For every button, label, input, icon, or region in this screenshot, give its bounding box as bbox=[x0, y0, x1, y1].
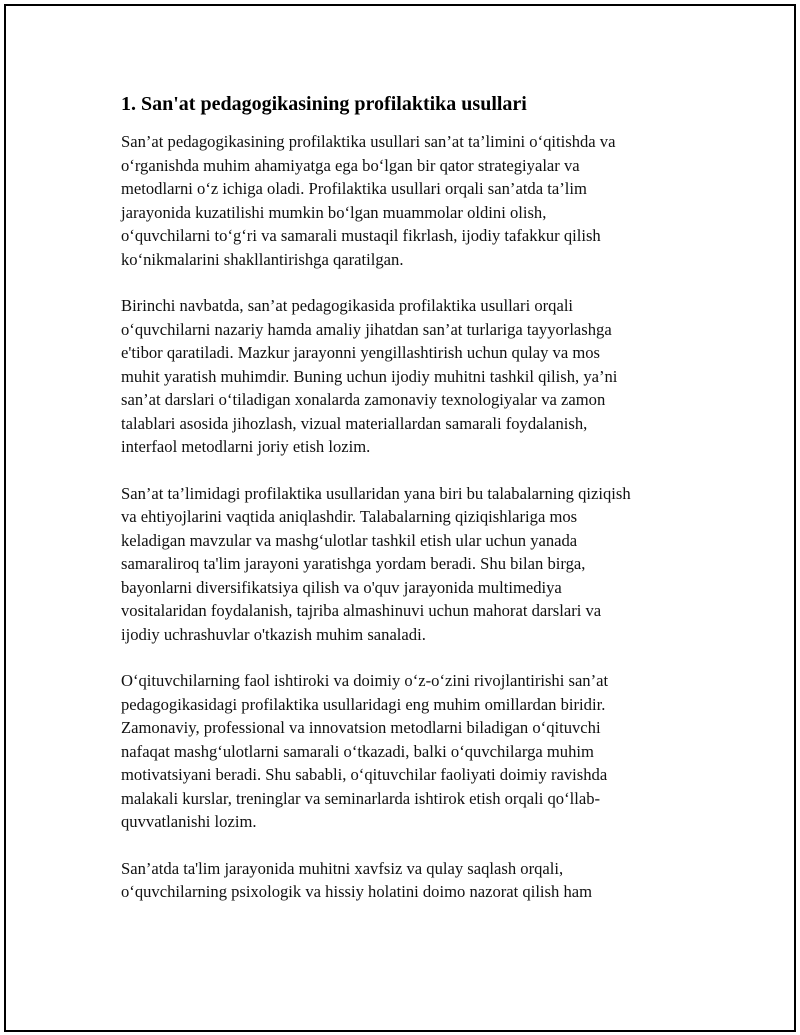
paragraphs-container bbox=[119, 130, 699, 904]
paragraph-line: metodlarni o‘z ichiga oladi. Profilaktika usullari orqali san’atda ta’lim bbox=[121, 179, 587, 198]
paragraph-line: Zamonaviy, professional va innovatsion metodlarni biladigan o‘qituvchi bbox=[121, 718, 601, 737]
paragraph-line: O‘qituvchilarning faol ishtiroki va doimiy o‘z-o‘zini rivojlantirishi san’at bbox=[121, 671, 609, 690]
paragraph-line: nafaqat mashg‘ulotlarni samarali o‘tkazadi, balki o‘quvchilarga muhim bbox=[121, 741, 594, 761]
paragraph-line: o‘quvchilarning psixologik va hissiy holatini doimo nazorat qilish ham bbox=[121, 882, 593, 901]
paragraph-line: quvvatlanishi lozim. bbox=[121, 812, 257, 831]
paragraph-line: San’at ta’limidagi profilaktika usullaridan yana biri bu talabalarning qiziqish bbox=[121, 483, 631, 503]
paragraph-line: motivatsiyani beradi. Shu sababli, o‘qituvchilar faoliyati doimiy ravishda bbox=[121, 765, 608, 784]
paragraph-3 bbox=[119, 482, 699, 647]
paragraph-1 bbox=[119, 130, 699, 271]
paragraph-line: malakali kurslar, treninglar va seminarlarda ishtirok etish orqali qo‘llab- bbox=[121, 788, 601, 808]
paragraph-line: interfaol metodlarni joriy etish lozim. bbox=[121, 437, 371, 456]
paragraph-line: ijodiy uchrashuvlar o'tkazish muhim sanaladi. bbox=[121, 624, 426, 644]
paragraph-line: Birinchi navbatda, san’at pedagogikasida profilaktika usullari orqali bbox=[121, 296, 574, 315]
paragraph-line: san’at darslari o‘tiladigan xonalarda zamonaviy texnologiyalar va zamon bbox=[121, 390, 606, 409]
paragraph-line: bayonlarni diversifikatsiya qilish va o'quv jarayonida multimediya bbox=[121, 577, 562, 597]
paragraph-5 bbox=[119, 857, 699, 904]
paragraph-line: jarayonida kuzatilishi mumkin bo‘lgan muammolar oldini olish, bbox=[121, 202, 547, 222]
paragraph-2 bbox=[119, 294, 699, 459]
paragraph-line: o‘rganishda muhim ahamiyatga ega bo‘lgan bir qator strategiyalar va bbox=[121, 155, 580, 175]
paragraph-4 bbox=[119, 669, 699, 834]
document-page bbox=[4, 4, 796, 1032]
paragraph-line: San’atda ta'lim jarayonida muhitni xavfsiz va qulay saqlash orqali, bbox=[121, 858, 564, 878]
paragraph-line: samaraliroq ta'lim jarayoni yaratishga yordam beradi. Shu bilan birga, bbox=[121, 554, 586, 573]
paragraph-line: vositalaridan foydalanish, tajriba almashinuvi uchun mahorat darslari va bbox=[121, 601, 602, 620]
paragraph-line: talablari asosida jihozlash, vizual materiallardan samarali foydalanish, bbox=[121, 413, 588, 433]
document-body bbox=[119, 92, 699, 927]
paragraph-line: ko‘nikmalarini shakllantirishga qaratilgan. bbox=[121, 249, 404, 269]
section-heading: 1. San'at pedagogikasining profilaktika usullari bbox=[121, 93, 527, 115]
paragraph-line: San’at pedagogikasining profilaktika usullari san’at ta’limini o‘qitishda va bbox=[121, 132, 616, 151]
paragraph-line: e'tibor qaratiladi. Mazkur jarayonni yengillashtirish uchun qulay va mos bbox=[121, 343, 601, 362]
paragraph-line: o‘quvchilarni nazariy hamda amaliy jihatdan san’at turlariga tayyorlashga bbox=[121, 319, 612, 339]
paragraph-line: keladigan mavzular va mashg‘ulotlar tashkil etish ular uchun yanada bbox=[121, 530, 578, 550]
paragraph-line: o‘quvchilarni to‘g‘ri va samarali mustaqil fikrlash, ijodiy tafakkur qilish bbox=[121, 226, 601, 245]
paragraph-line: muhit yaratish muhimdir. Buning uchun ijodiy muhitni tashkil qilish, ya’ni bbox=[121, 366, 618, 386]
paragraph-line: va ehtiyojlarini vaqtida aniqlashdir. Talabalarning qiziqishlariga mos bbox=[121, 507, 578, 526]
paragraph-line: pedagogikasidagi profilaktika usullaridagi eng muhim omillardan biridir. bbox=[121, 694, 606, 714]
